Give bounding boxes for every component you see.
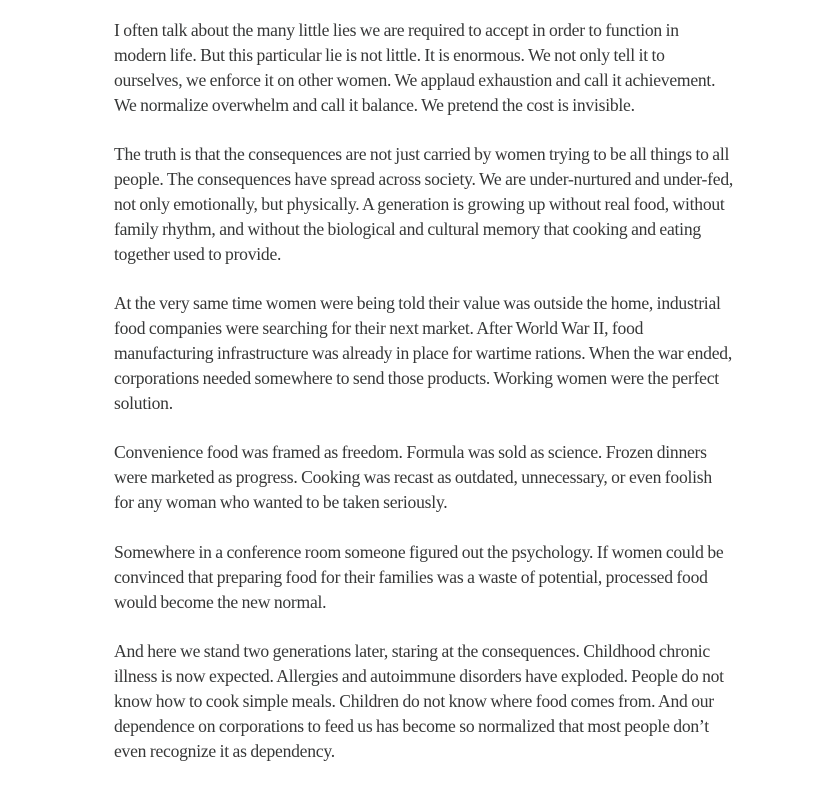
article-body (114, 18, 734, 764)
paragraph-conference-room: Somewhere in a conference room someone figured out the psychology. If women could be convinced that preparing food for their families was a waste of potential, processed food would become the new normal. (114, 541, 724, 612)
paragraph-consequences: The truth is that the consequences are not just carried by women trying to be all things to all people. The consequences have spread across society. We are under-nurtured and under-fed, not only emotionally, but physically. A generation is growing up without real food, without family rhythm, and without the biological and cultural memory that cooking and eating together used to provide. (114, 144, 734, 264)
paragraph-industrial-food: At the very same time women were being told their value was outside the home, industrial food companies were searching for their next market. After World War II, food manufacturing infrastructure was already in place for wartime rations. When the war ended, corporations needed somewhere to send those products. Working women were the perfect solution. (114, 293, 732, 413)
paragraph-little-lies: I often talk about the many little lies we are required to accept in order to function in modern life. But this particular lie is not little. It is enormous. We not only tell it to ourselves, we enforce it on other women. We applaud exhaustion and call it achievement. We normalize overwhelm and call it balance. We pretend the cost is invisible. (114, 20, 716, 115)
paragraph-convenience-food: Convenience food was framed as freedom. Formula was sold as science. Frozen dinners were marketed as progress. Cooking was recast as outdated, unnecessary, or even foolish for any woman who wanted to be taken seriously. (114, 442, 712, 513)
paragraph-two-generations: And here we stand two generations later, staring at the consequences. Childhood chronic illness is now expected. Allergies and autoimmune disorders have exploded. People do not know how to cook simple meals. Children do not know where food comes from. And our dependence on corporations to feed us has become so normalized that most people don’t even recognize it as dependency. (114, 641, 724, 761)
